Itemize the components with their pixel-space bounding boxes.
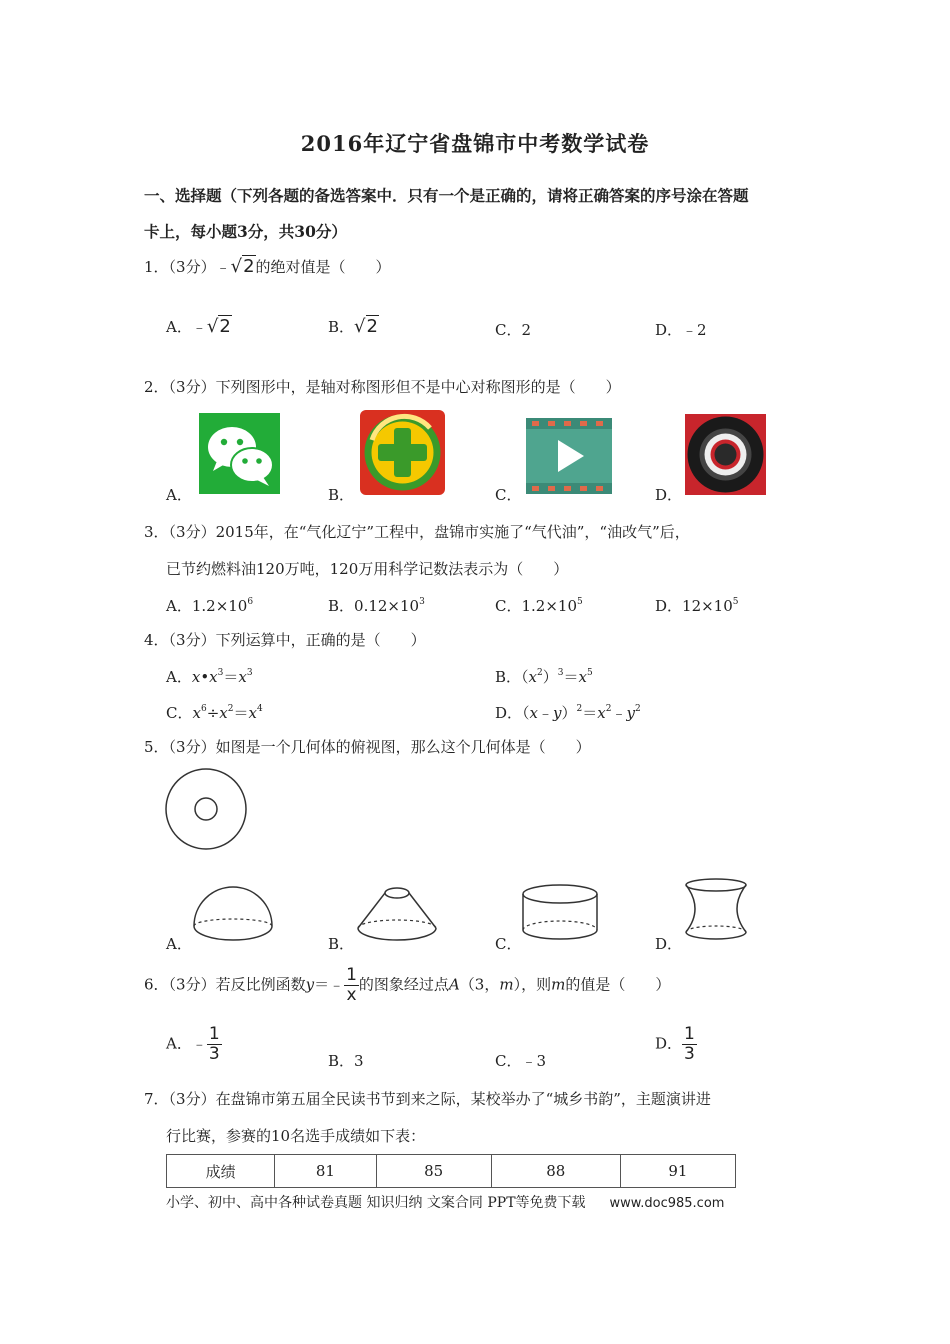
q3-option-b — [328, 595, 425, 616]
q2-option-c: C． — [495, 486, 522, 504]
table-cell: 91 — [620, 1155, 735, 1188]
exponent: 3 — [419, 597, 425, 607]
camera-lens-icon — [685, 414, 766, 495]
radicand: 2 — [366, 316, 378, 337]
equals-minus: ＝﹣ — [314, 975, 345, 994]
q5-option-d: D． — [655, 935, 683, 953]
question-1-number: 1．（3分） — [144, 258, 216, 276]
cylinder-figure — [520, 882, 600, 946]
fraction-1-over-x — [344, 966, 359, 1005]
q3-option-d — [655, 595, 739, 616]
question-7-line2: 行比赛，参赛的10名选手成绩如下表： — [166, 1127, 426, 1145]
option-label: A． — [166, 668, 192, 686]
exponent: 5 — [577, 597, 583, 607]
q6-option-a — [166, 1025, 222, 1064]
sqrt-expression: √2 — [354, 316, 378, 337]
numerator: 1 — [684, 1024, 695, 1044]
sqrt-expression: √2 — [206, 316, 231, 337]
q6-option-b: B．3 — [328, 1052, 364, 1070]
table-row — [167, 1155, 736, 1188]
page-title: 2016年辽宁省盘锦市中考数学试卷 — [300, 131, 650, 156]
q1-option-b — [328, 316, 379, 337]
option-label: B． — [495, 668, 522, 686]
minus-sign: ﹣ — [191, 318, 207, 336]
q5-option-a: A． — [166, 935, 192, 953]
q4-option-c: C．$x^6\div x^2=x^4$ — [166, 704, 263, 722]
question-6-suffix: 的值是（ ） — [565, 975, 671, 994]
score-table — [166, 1154, 736, 1188]
section-heading-line2: 卡上，每小题3分，共30分） — [144, 222, 347, 241]
denominator: 3 — [684, 1044, 695, 1064]
option-text: D．12×10 — [655, 597, 733, 615]
option-label: C． — [166, 704, 193, 722]
q4-option-b: B．$(x^2)^3=x^5$ — [495, 668, 593, 686]
question-7-line1: 7．（3分）在盘锦市第五届全民读书节到来之际，某校举办了“城乡书韵”，主题演讲进 — [144, 1090, 711, 1108]
hyperboloid-figure — [682, 876, 750, 944]
var-m: m — [499, 975, 514, 994]
question-2: 2．（3分）下列图形中，是轴对称图形但不是中心对称图形的是（ ） — [144, 378, 621, 396]
option-label: A．﹣ — [166, 1034, 207, 1053]
q3-option-c — [495, 595, 583, 616]
question-6-prefix: 6．（3分）若反比例函数 — [144, 975, 306, 994]
video-play-icon — [526, 418, 612, 494]
wechat-icon — [199, 413, 280, 494]
q4-option-d: D．$(x﹣y)^2=x^2﹣y^2$ — [495, 704, 641, 722]
q2-option-a: A． — [166, 486, 192, 504]
exponent: 5 — [732, 597, 739, 607]
denominator: 3 — [208, 1044, 220, 1064]
footer — [166, 1192, 724, 1212]
point-label: A — [448, 975, 460, 994]
option-label: A． — [166, 318, 192, 336]
fraction — [207, 1025, 222, 1064]
footer-url[interactable]: www.doc985.com — [609, 1196, 725, 1211]
option-text: A．1.2×10 — [166, 597, 248, 615]
q4-option-a: A．$x•x^3=x^3$ — [166, 668, 253, 686]
question-6-mid: 的图象经过点 — [358, 975, 449, 994]
question-3-line2: 已节约燃料油120万吨，120万用科学记数法表示为（ ） — [166, 560, 569, 578]
fraction — [682, 1025, 697, 1064]
question-5: 5．（3分）如图是一个几何体的俯视图，那么这个几何体是（ ） — [144, 738, 591, 756]
table-cell: 81 — [275, 1155, 376, 1188]
q5-option-b: B． — [328, 935, 355, 953]
sqrt-expression: √2 — [230, 256, 255, 277]
question-1-text: 的绝对值是（ ） — [255, 258, 391, 276]
360-security-icon — [360, 410, 445, 495]
radicand: 2 — [243, 256, 255, 277]
q6-option-d — [655, 1025, 697, 1064]
q5-option-c: C． — [495, 935, 522, 953]
question-1 — [144, 256, 391, 277]
exponent: 6 — [247, 597, 254, 607]
coord-part: （3， — [459, 975, 500, 994]
q1-option-a — [166, 316, 232, 337]
hemisphere-figure — [190, 884, 276, 946]
option-label: D． — [495, 704, 523, 722]
table-cell: 85 — [376, 1155, 491, 1188]
radicand: 2 — [219, 316, 231, 337]
option-text: C．1.2×10 — [495, 597, 577, 615]
table-cell: 成绩 — [167, 1155, 275, 1188]
denominator: x — [346, 985, 357, 1005]
q1-option-c: C．2 — [495, 321, 532, 339]
q2-option-b: B． — [328, 486, 355, 504]
option-label: B． — [328, 318, 355, 336]
question-3-line1: 3．（3分）2015年，在“气化辽宁”工程中，盘锦市实施了“气代油”，“油改气”后， — [144, 523, 690, 541]
minus-sign: ﹣ — [215, 258, 231, 276]
q3-option-a — [166, 595, 253, 616]
frustum-figure — [354, 882, 440, 944]
numerator: 1 — [346, 965, 357, 985]
section-heading-line1: 一、选择题（下列各题的备选答案中．只有一个是正确的，请将正确答案的序号涂在答题 — [144, 186, 749, 205]
table-cell: 88 — [491, 1155, 620, 1188]
var-m: m — [551, 975, 566, 994]
q2-option-d: D． — [655, 486, 683, 504]
option-text: B．0.12×10 — [328, 597, 420, 615]
top-view-figure — [163, 766, 249, 852]
option-label: D． — [655, 1034, 683, 1053]
q6-option-c: C．﹣3 — [495, 1052, 547, 1070]
question-6 — [144, 966, 670, 1005]
var-y: y — [305, 975, 315, 994]
numerator: 1 — [208, 1024, 220, 1044]
question-4: 4．（3分）下列运算中，正确的是（ ） — [144, 631, 426, 649]
footer-text: 小学、初中、高中各种试卷真题 知识归纳 文案合同 PPT等免费下载 — [166, 1195, 586, 1211]
coord-part: ），则 — [513, 975, 552, 994]
q1-option-d: D．﹣2 — [655, 321, 707, 339]
